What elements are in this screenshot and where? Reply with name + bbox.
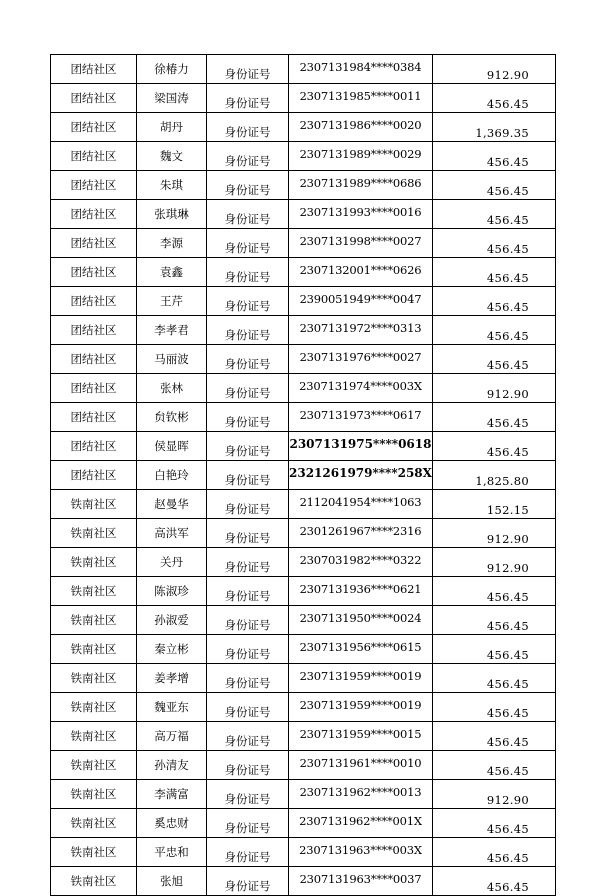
community-cell: 团结社区	[51, 55, 137, 84]
amount-cell: 456.45	[432, 345, 555, 374]
id-number-cell: 2307131989****0686	[289, 171, 433, 200]
id-number-cell: 2307131989****0029	[289, 142, 433, 171]
amount-cell: 456.45	[432, 287, 555, 316]
name-cell: 侯显晖	[137, 432, 207, 461]
amount-cell: 912.90	[432, 519, 555, 548]
name-cell: 陈淑珍	[137, 577, 207, 606]
community-cell: 铁南社区	[51, 664, 137, 693]
community-cell: 团结社区	[51, 229, 137, 258]
name-cell: 高万福	[137, 722, 207, 751]
amount-cell: 912.90	[432, 548, 555, 577]
name-cell: 马丽波	[137, 345, 207, 374]
table-row	[51, 548, 556, 577]
id-number-cell: 2307131986****0020	[289, 113, 433, 142]
table-row	[51, 258, 556, 287]
name-cell: 张琪琳	[137, 200, 207, 229]
id-type-cell: 身份证号	[207, 838, 289, 867]
name-cell: 张旭	[137, 867, 207, 896]
community-cell: 团结社区	[51, 142, 137, 171]
name-cell: 梁国涛	[137, 84, 207, 113]
table-row	[51, 809, 556, 838]
community-cell: 团结社区	[51, 432, 137, 461]
id-type-cell: 身份证号	[207, 809, 289, 838]
amount-cell: 456.45	[432, 606, 555, 635]
id-type-cell: 身份证号	[207, 780, 289, 809]
name-cell: 孙清友	[137, 751, 207, 780]
id-number-cell: 2112041954****1063	[289, 490, 433, 519]
amount-cell: 456.45	[432, 432, 555, 461]
amount-cell: 456.45	[432, 258, 555, 287]
table-body	[51, 55, 556, 896]
community-cell: 团结社区	[51, 258, 137, 287]
id-type-cell: 身份证号	[207, 577, 289, 606]
community-cell: 团结社区	[51, 345, 137, 374]
id-number-cell: 2307131973****0617	[289, 403, 433, 432]
table-row	[51, 229, 556, 258]
table-row	[51, 113, 556, 142]
community-cell: 团结社区	[51, 200, 137, 229]
id-type-cell: 身份证号	[207, 287, 289, 316]
table-row	[51, 664, 556, 693]
id-number-cell: 2307131975****0618	[289, 432, 433, 461]
name-cell: 魏文	[137, 142, 207, 171]
id-type-cell: 身份证号	[207, 461, 289, 490]
id-number-cell: 2307131959****0015	[289, 722, 433, 751]
id-type-cell: 身份证号	[207, 316, 289, 345]
community-cell: 铁南社区	[51, 780, 137, 809]
amount-cell: 456.45	[432, 722, 555, 751]
id-number-cell: 2307131962****001X	[289, 809, 433, 838]
community-cell: 团结社区	[51, 403, 137, 432]
id-type-cell: 身份证号	[207, 403, 289, 432]
table-row	[51, 577, 556, 606]
id-type-cell: 身份证号	[207, 229, 289, 258]
table-row	[51, 287, 556, 316]
name-cell: 徐椿力	[137, 55, 207, 84]
id-type-cell: 身份证号	[207, 693, 289, 722]
amount-cell: 456.45	[432, 577, 555, 606]
name-cell: 朱琪	[137, 171, 207, 200]
subsidy-table	[50, 54, 556, 896]
amount-cell: 152.15	[432, 490, 555, 519]
table-row	[51, 142, 556, 171]
amount-cell: 456.45	[432, 751, 555, 780]
id-type-cell: 身份证号	[207, 200, 289, 229]
amount-cell: 456.45	[432, 867, 555, 896]
name-cell: 姜孝增	[137, 664, 207, 693]
name-cell: 王芹	[137, 287, 207, 316]
id-type-cell: 身份证号	[207, 55, 289, 84]
community-cell: 铁南社区	[51, 577, 137, 606]
name-cell: 白艳玲	[137, 461, 207, 490]
amount-cell: 912.90	[432, 374, 555, 403]
id-number-cell: 2307131976****0027	[289, 345, 433, 374]
id-type-cell: 身份证号	[207, 751, 289, 780]
table-row	[51, 55, 556, 84]
community-cell: 铁南社区	[51, 606, 137, 635]
id-number-cell: 2307131993****0016	[289, 200, 433, 229]
id-number-cell: 2307131974****003X	[289, 374, 433, 403]
community-cell: 团结社区	[51, 287, 137, 316]
community-cell: 团结社区	[51, 316, 137, 345]
name-cell: 秦立彬	[137, 635, 207, 664]
id-number-cell: 2307031982****0322	[289, 548, 433, 577]
id-number-cell: 2307131962****0013	[289, 780, 433, 809]
table-row	[51, 751, 556, 780]
amount-cell: 456.45	[432, 664, 555, 693]
table-row	[51, 200, 556, 229]
table-row	[51, 693, 556, 722]
name-cell: 关丹	[137, 548, 207, 577]
table-row	[51, 606, 556, 635]
id-type-cell: 身份证号	[207, 664, 289, 693]
amount-cell: 456.45	[432, 693, 555, 722]
id-number-cell: 2307131972****0313	[289, 316, 433, 345]
table-row	[51, 722, 556, 751]
id-number-cell: 2307132001****0626	[289, 258, 433, 287]
table-row	[51, 345, 556, 374]
table-row	[51, 171, 556, 200]
id-number-cell: 2307131959****0019	[289, 693, 433, 722]
table-row	[51, 403, 556, 432]
name-cell: 奚忠财	[137, 809, 207, 838]
id-type-cell: 身份证号	[207, 867, 289, 896]
amount-cell: 456.45	[432, 229, 555, 258]
id-type-cell: 身份证号	[207, 490, 289, 519]
community-cell: 团结社区	[51, 461, 137, 490]
amount-cell: 1,825.80	[432, 461, 555, 490]
id-number-cell: 2390051949****0047	[289, 287, 433, 316]
id-number-cell: 2307131950****0024	[289, 606, 433, 635]
id-number-cell: 2307131959****0019	[289, 664, 433, 693]
amount-cell: 912.90	[432, 55, 555, 84]
amount-cell: 456.45	[432, 403, 555, 432]
id-number-cell: 2307131998****0027	[289, 229, 433, 258]
community-cell: 团结社区	[51, 374, 137, 403]
name-cell: 高洪军	[137, 519, 207, 548]
name-cell: 魏亚东	[137, 693, 207, 722]
id-number-cell: 2307131963****0037	[289, 867, 433, 896]
id-type-cell: 身份证号	[207, 635, 289, 664]
community-cell: 铁南社区	[51, 867, 137, 896]
id-number-cell: 2301261967****2316	[289, 519, 433, 548]
id-number-cell: 2307131936****0621	[289, 577, 433, 606]
id-type-cell: 身份证号	[207, 548, 289, 577]
community-cell: 团结社区	[51, 171, 137, 200]
name-cell: 李满富	[137, 780, 207, 809]
id-number-cell: 2307131963****003X	[289, 838, 433, 867]
community-cell: 铁南社区	[51, 490, 137, 519]
amount-cell: 456.45	[432, 142, 555, 171]
table-row	[51, 84, 556, 113]
community-cell: 铁南社区	[51, 693, 137, 722]
name-cell: 袁鑫	[137, 258, 207, 287]
community-cell: 团结社区	[51, 84, 137, 113]
amount-cell: 456.45	[432, 200, 555, 229]
id-type-cell: 身份证号	[207, 519, 289, 548]
name-cell: 孙淑爱	[137, 606, 207, 635]
id-type-cell: 身份证号	[207, 84, 289, 113]
community-cell: 团结社区	[51, 113, 137, 142]
community-cell: 铁南社区	[51, 519, 137, 548]
name-cell: 胡丹	[137, 113, 207, 142]
amount-cell: 456.45	[432, 171, 555, 200]
amount-cell: 912.90	[432, 780, 555, 809]
id-type-cell: 身份证号	[207, 374, 289, 403]
id-type-cell: 身份证号	[207, 722, 289, 751]
id-type-cell: 身份证号	[207, 432, 289, 461]
table-row	[51, 316, 556, 345]
community-cell: 铁南社区	[51, 751, 137, 780]
table-row	[51, 490, 556, 519]
id-type-cell: 身份证号	[207, 171, 289, 200]
id-type-cell: 身份证号	[207, 142, 289, 171]
table-row	[51, 432, 556, 461]
amount-cell: 1,369.35	[432, 113, 555, 142]
community-cell: 铁南社区	[51, 548, 137, 577]
id-number-cell: 2321261979****258X	[289, 461, 433, 490]
id-number-cell: 2307131984****0384	[289, 55, 433, 84]
community-cell: 铁南社区	[51, 838, 137, 867]
name-cell: 张林	[137, 374, 207, 403]
id-number-cell: 2307131985****0011	[289, 84, 433, 113]
table-row	[51, 780, 556, 809]
amount-cell: 456.45	[432, 84, 555, 113]
name-cell: 李源	[137, 229, 207, 258]
community-cell: 铁南社区	[51, 722, 137, 751]
table-row	[51, 635, 556, 664]
amount-cell: 456.45	[432, 809, 555, 838]
amount-cell: 456.45	[432, 635, 555, 664]
name-cell: 李孝君	[137, 316, 207, 345]
name-cell: 平忠和	[137, 838, 207, 867]
id-type-cell: 身份证号	[207, 345, 289, 374]
table-row	[51, 374, 556, 403]
community-cell: 铁南社区	[51, 635, 137, 664]
name-cell: 赵曼华	[137, 490, 207, 519]
id-type-cell: 身份证号	[207, 606, 289, 635]
id-number-cell: 2307131956****0615	[289, 635, 433, 664]
id-type-cell: 身份证号	[207, 258, 289, 287]
community-cell: 铁南社区	[51, 809, 137, 838]
id-type-cell: 身份证号	[207, 113, 289, 142]
amount-cell: 456.45	[432, 316, 555, 345]
name-cell: 贠钦彬	[137, 403, 207, 432]
id-number-cell: 2307131961****0010	[289, 751, 433, 780]
amount-cell: 456.45	[432, 838, 555, 867]
table-row	[51, 867, 556, 896]
table-row	[51, 519, 556, 548]
table-row	[51, 461, 556, 490]
